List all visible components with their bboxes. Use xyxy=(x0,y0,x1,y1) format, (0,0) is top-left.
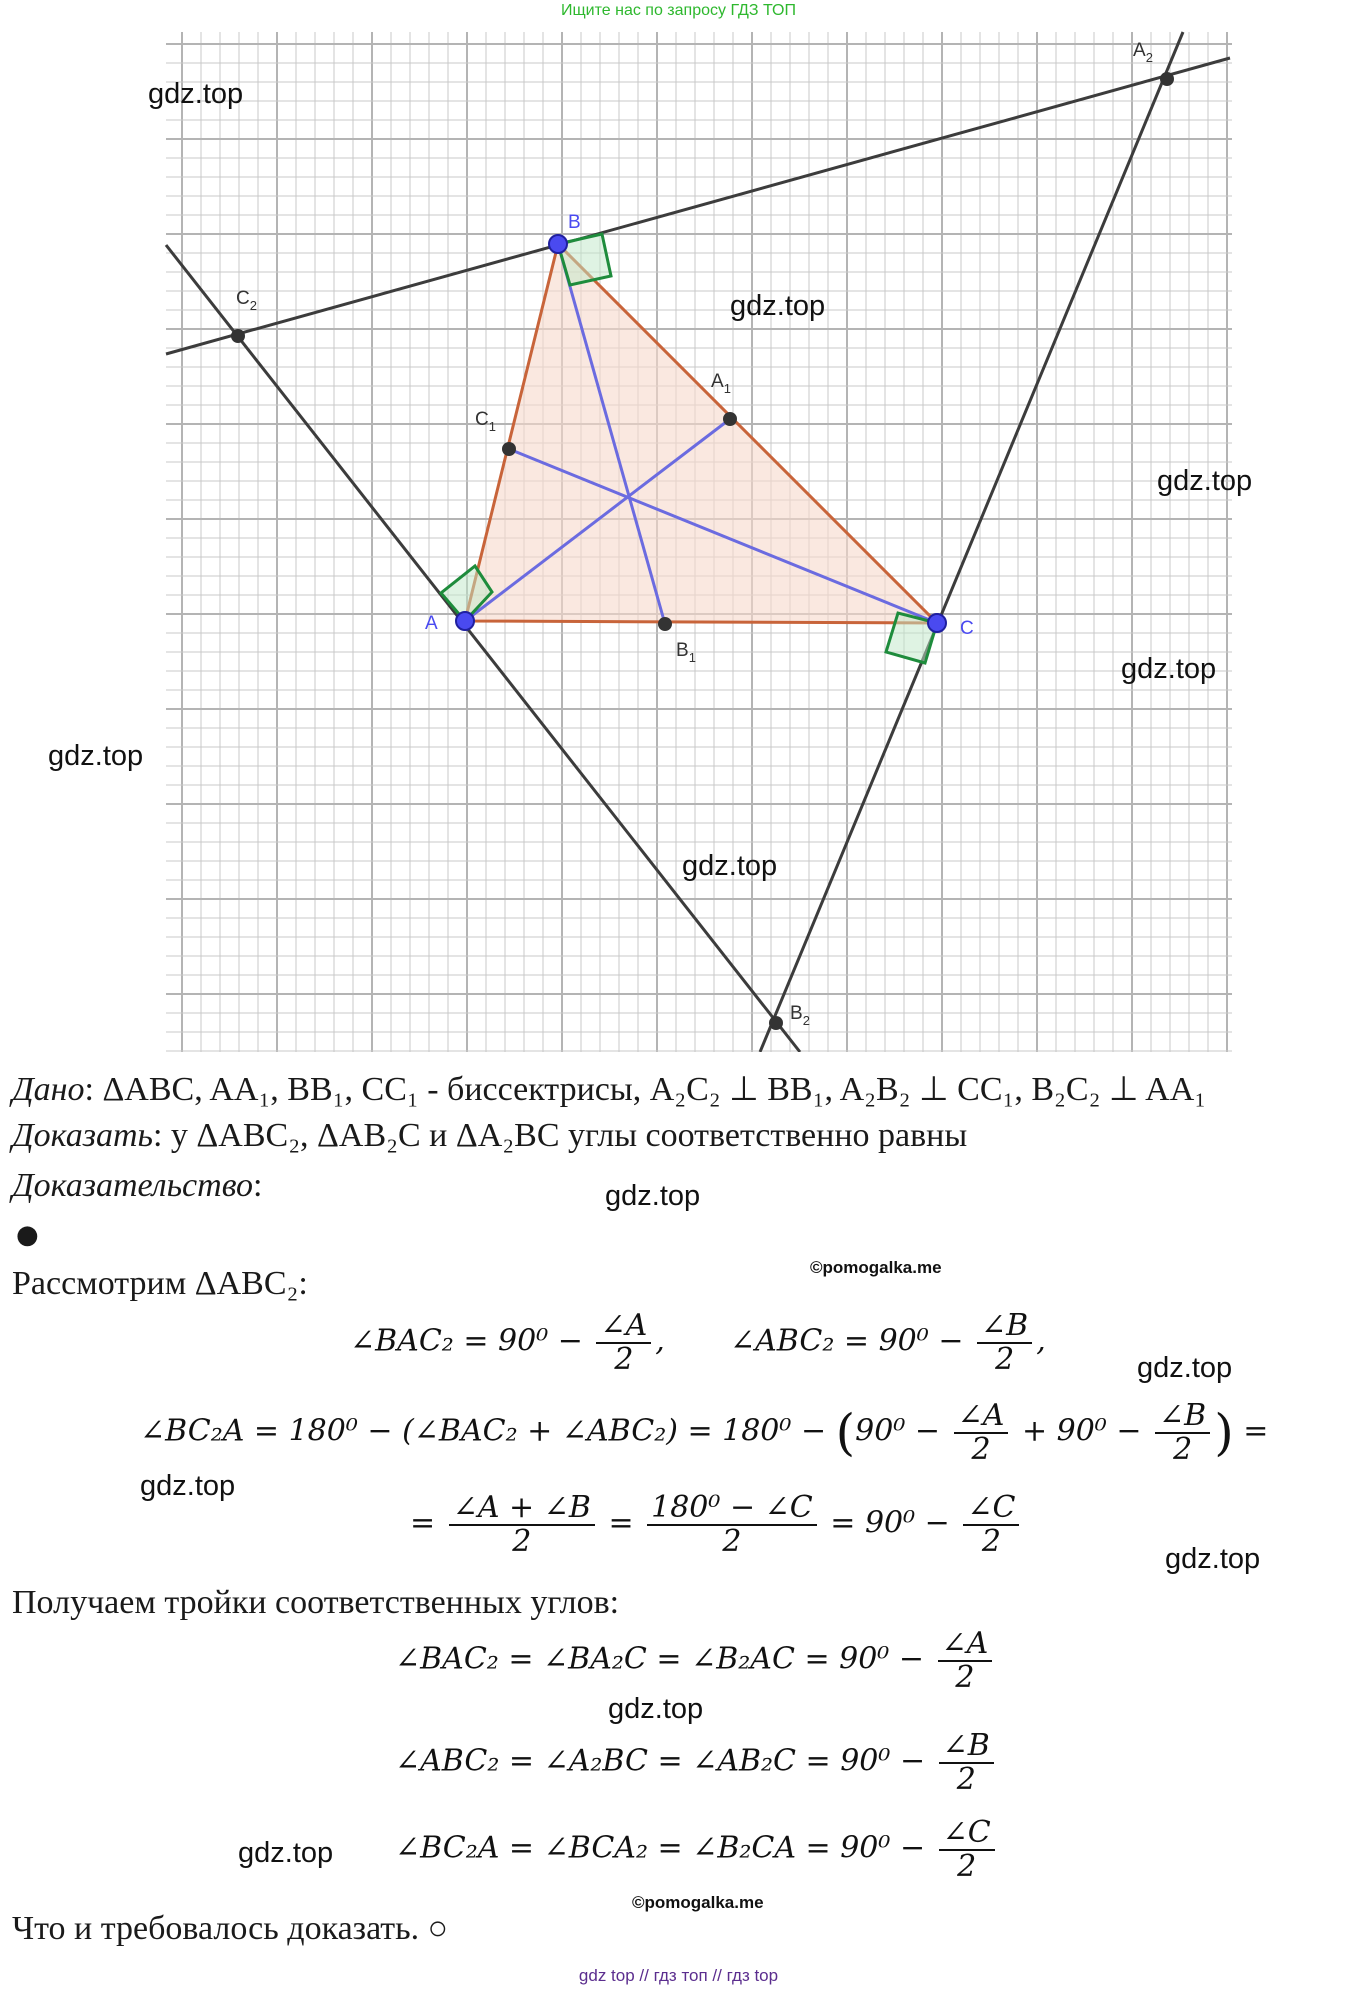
label-c: C xyxy=(960,618,974,639)
vertex-a xyxy=(456,612,474,630)
point-a1 xyxy=(723,412,737,426)
point-b1 xyxy=(658,617,672,631)
footer-links[interactable]: gdz top // гдз топ // гдз top xyxy=(578,1966,779,1985)
watermark-gdz: gdz.top xyxy=(608,1693,704,1725)
watermark-pomogalka: ©pomogalka.me xyxy=(632,1893,764,1912)
eq-abc2: ∠ABC₂ = 90⁰ − $\frac{\angle B}{2}$ , xyxy=(730,1308,1046,1377)
watermark-gdz: gdz.top xyxy=(682,850,778,882)
watermark-gdz: gdz.top xyxy=(148,78,244,110)
eq-bc2a: ∠BC₂A = 180⁰ − (∠BAC₂ + ∠ABC₂) = 180⁰ − (90⁰ − $\frac{\angle A}{2}$ + 90⁰ − $\frac{\angle B}{2}$ ) = xyxy=(140,1398,1269,1467)
watermark-gdz: gdz.top xyxy=(730,290,826,322)
watermark-gdz: gdz.top xyxy=(238,1837,334,1869)
label-c1: $C_1$ xyxy=(475,409,496,434)
label-b1: $B_1$ xyxy=(676,640,696,665)
watermark-pomogalka: ©pomogalka.me xyxy=(810,1258,942,1277)
bullet: ● xyxy=(16,1220,39,1250)
geometry-figure xyxy=(0,22,1357,1052)
watermark-gdz: gdz.top xyxy=(1165,1543,1261,1575)
watermark-gdz: gdz.top xyxy=(140,1470,236,1502)
watermark-gdz: gdz.top xyxy=(605,1180,701,1212)
label-a2: $A_2$ xyxy=(1133,40,1153,65)
label-b: B xyxy=(568,212,581,233)
triples-intro: Получаем тройки соответственных углов: xyxy=(12,1584,620,1621)
point-b2 xyxy=(769,1016,783,1030)
consider-line: Рассмотрим ΔABC₂: xyxy=(12,1265,308,1302)
vertex-b xyxy=(549,235,567,253)
label-c2: $C_2$ xyxy=(236,288,257,313)
label-b2: $B_2$ xyxy=(790,1003,810,1028)
conclusion: Что и требовалось доказать. ○ xyxy=(12,1910,449,1947)
point-a2 xyxy=(1160,72,1174,86)
vertex-c xyxy=(928,614,946,632)
triple-row-1: ∠BAC₂ = ∠BA₂C = ∠B₂AC = 90⁰ − $\frac{\angle A}{2}$ xyxy=(395,1628,996,1693)
line-b2c2 xyxy=(166,245,800,1052)
watermark-gdz: gdz.top xyxy=(1137,1352,1233,1384)
search-hint-link[interactable]: Ищите нас по запросу ГДЗ ТОП xyxy=(561,2,796,19)
point-c2 xyxy=(231,329,245,343)
watermark-gdz: gdz.top xyxy=(1157,465,1253,497)
point-c1 xyxy=(502,442,516,456)
triple-row-2: ∠ABC₂ = ∠A₂BC = ∠AB₂C = 90⁰ − $\frac{\angle B}{2}$ xyxy=(395,1730,998,1795)
prove-line: Доказать: у ΔABC₂, ΔAB₂C и ΔA₂BC углы соответственно равны xyxy=(12,1117,968,1154)
watermark-gdz: gdz.top xyxy=(48,740,144,772)
proof-label: Доказательство: xyxy=(12,1167,263,1204)
watermark-gdz: gdz.top xyxy=(1121,653,1217,685)
eq-bc2a-result: = $\frac{\angle A + \angle B}{2}$ = $\frac{\text{180⁰ − ∠C}}{2}$ = 90⁰ − $\frac{\angle C}{2}$ xyxy=(410,1492,1023,1557)
eq-bac2: ∠BAC₂ = 90⁰ − $\frac{\angle A}{2}$ , xyxy=(350,1308,665,1377)
triple-row-3: ∠BC₂A = ∠BCA₂ = ∠B₂CA = 90⁰ − $\frac{\angle C}{2}$ xyxy=(395,1817,999,1882)
label-a1: $A_1$ xyxy=(711,371,731,396)
given-line: Дано: ΔABC, AA₁, BB₁, CC₁ - биссектрисы, A₂C₂ ⊥ BB₁, A₂B₂ ⊥ CC₁, B₂C₂ ⊥ AA₁ xyxy=(12,1071,1207,1108)
label-a: A xyxy=(425,613,438,634)
